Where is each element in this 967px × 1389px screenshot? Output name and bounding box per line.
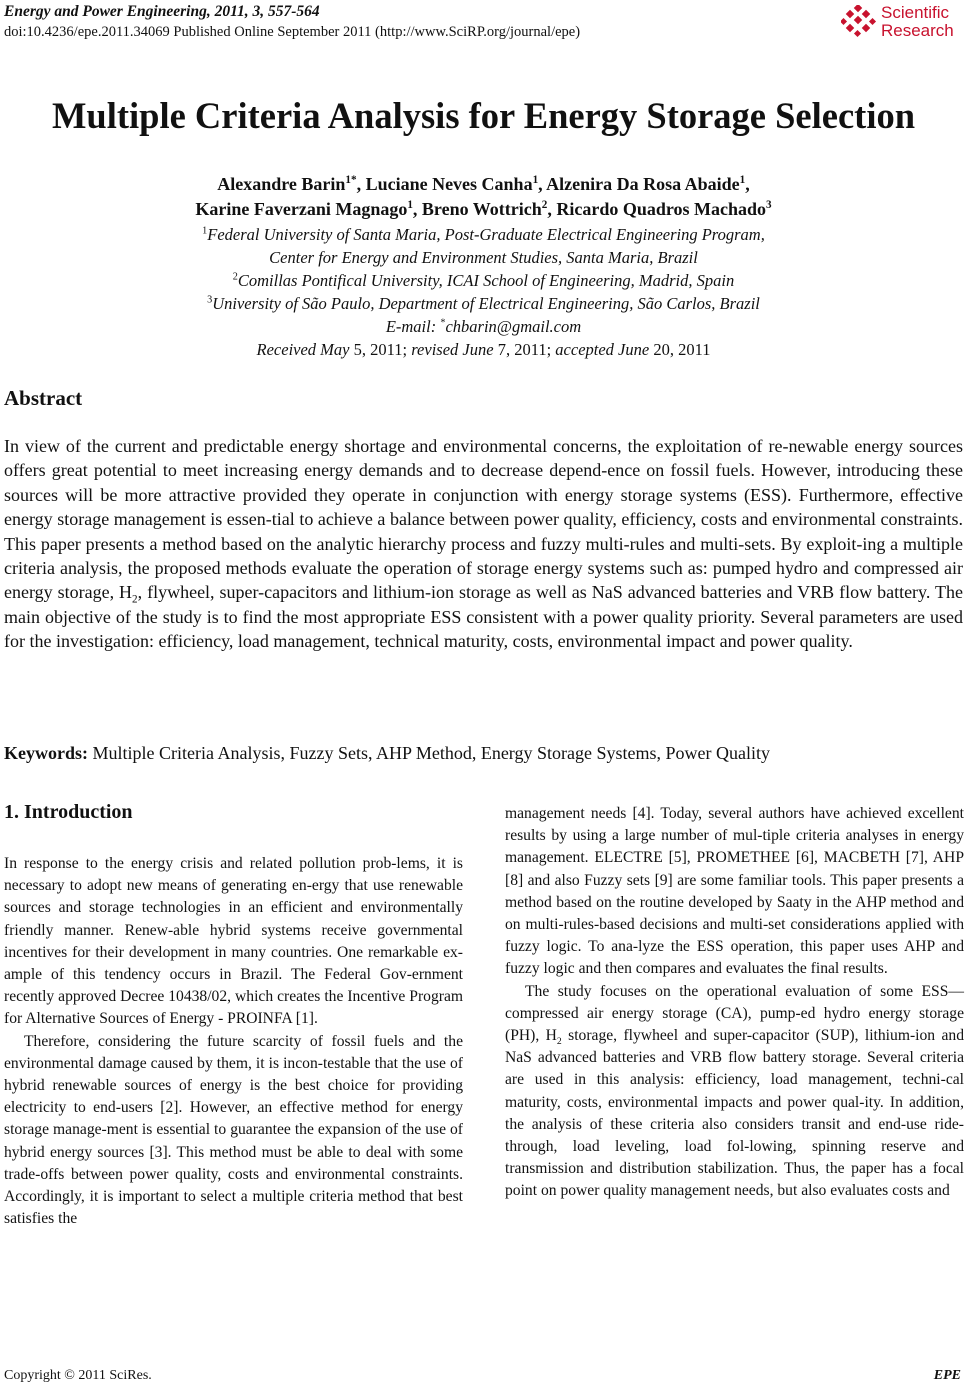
copyright-footer: Copyright © 2011 SciRes.: [4, 1368, 152, 1383]
paragraph-text: storage, flywheel and super-capacitor (SUP), lithium-ion and NaS advanced batteries and VRB flow battery storage. Several criteria are used in this analysis: efficiency, load management, techni-cal maturity, costs, environmental impacts and power qual-ity. In addition, the analysis of these criteria also considers transit and end-use ride-through, load leveling, load fol-lowing, spinning reserve and transmission and distribution stabilization. Thus, the paper has a focal point on power quality management needs, but also evaluates costs and: [505, 1027, 964, 1200]
publisher-logo-icon: [841, 5, 877, 39]
author-affil-sup: 1*: [345, 174, 357, 186]
affiliation-1: [0, 224, 967, 245]
dates-line: [0, 339, 967, 360]
affiliation-sup: 3: [207, 294, 213, 306]
accepted-date: 20, 2011: [653, 340, 711, 359]
author-affil-sup: 1: [532, 174, 539, 186]
author-line-2: [0, 197, 967, 221]
email-address[interactable]: chbarin@gmail.com: [445, 317, 582, 336]
paper-title: Multiple Criteria Analysis for Energy Storage Selection: [51, 95, 916, 136]
author-separator: ,: [538, 174, 547, 194]
author-affil-sup: 3: [766, 199, 772, 211]
journal-citation: , 2011, 3, 557-564: [206, 3, 320, 20]
journal-abbr-footer: EPE: [933, 1368, 961, 1383]
affiliation-sup: 2: [232, 271, 238, 283]
doi-line: doi:10.4236/epe.2011.34069 Published Online September 2011 (http://www.SciRP.org/journal/epe): [4, 24, 581, 40]
keywords: [4, 743, 770, 764]
abstract-text: In view of the current and predictable energy shortage and environmental concerns, the exploitation of re-newable energy sources offers great potential to meet increasing energy demands and to decrease depend-ence on fossil fuels. However, introducing these sources will be more attractive provided they operate in conjunction with energy storage systems (ESS). Furthermore, effective energy storage management is essen-tial to achieve a balance between power quality, efficiency, costs and environmental constraints. This paper presents a method based on the analytic hierarchy process and fuzzy multi-rules and multi-sets. By exploit-ing a multiple criteria analysis, the proposed methods evaluate the operation of storage energy systems such as: pumped hydro and compressed air energy storage, H: [4, 436, 963, 603]
abstract-heading: Abstract: [4, 386, 83, 410]
subscript: 2: [556, 1036, 562, 1048]
revised-date: 7, 2011;: [497, 340, 556, 359]
received-label: Received May: [256, 340, 354, 359]
right-column: [505, 803, 964, 1203]
author-separator: ,: [745, 174, 750, 194]
keywords-label: Keywords:: [4, 743, 88, 763]
email-line: [0, 316, 967, 337]
affiliation-3: [0, 293, 967, 314]
author-name: Alzenira Da Rosa Abaide: [546, 174, 740, 194]
author-separator: ,: [412, 199, 422, 219]
journal-name: Energy and Power Engineering: [4, 3, 207, 20]
author-name: Luciane Neves Canha: [365, 174, 533, 194]
abstract-text: , flywheel, super-capacitors and lithium-ion storage as well as NaS advanced batteries and VRB flow battery. The main objective of the study is to find the most appropriate ESS consistent with a power quality priority. Several parameters are used for the investigation: efficiency, load management, technical maturity, costs, environmental impact and power quality.: [4, 582, 964, 652]
email-sup: *: [440, 317, 446, 329]
accepted-label: accepted June: [555, 340, 654, 359]
publisher-logo: [841, 2, 963, 42]
affiliation-text: University of São Paulo, Department of Electrical Engineering, São Carlos, Brazil: [212, 294, 760, 313]
author-separator: ,: [547, 199, 557, 219]
subscript: 2: [132, 594, 138, 607]
paragraph: In response to the energy crisis and related pollution prob-lems, it is necessary to adopt new means of generating en-ergy that use renewable sources and storage technologies in an efficient and environmentally friendly manner. Renew-able hybrid systems receive governmental incentives for their development in many countries. One remarkable ex-ample of this tendency occurs in Brazil. The Federal Gov-ernment recently approved Decree 10438/02, which creates the Incentive Program for Alternative Sources of Energy - PROINFA [1].: [4, 855, 463, 1028]
author-name: Breno Wottrich: [421, 199, 542, 219]
section-heading-introduction: 1. Introduction: [4, 801, 133, 823]
email-label: E-mail:: [385, 317, 441, 336]
logo-text-research: Research: [881, 21, 954, 40]
abstract-body: [4, 434, 963, 654]
author-line-1: [0, 172, 967, 196]
author-name: Ricardo Quadros Machado: [556, 199, 767, 219]
paragraph: Therefore, considering the future scarcity of fossil fuels and the environmental damage caused by them, it is incon-testable that the use of hybrid renewable sources of energy is the best choice for providing electricity to end-users [2]. However, an effective method for energy storage manage-ment is essential to guarantee the expansion of the use of hybrid energy sources [3]. This method must be able to deal with some trade-offs between power quality, costs and environmental constraints. Accordingly, it is important to select a multiple criteria method that best satisfies the: [4, 1032, 463, 1228]
journal-header: [4, 2, 580, 42]
author-name: Alexandre Barin: [217, 174, 346, 194]
affiliation-sup: 1: [202, 225, 208, 237]
received-date: 5, 2011;: [353, 340, 412, 359]
left-column: [4, 853, 463, 1230]
author-affil-sup: 2: [541, 199, 548, 211]
affiliation-text: Federal University of Santa Maria, Post-Graduate Electrical Engineering Program,: [207, 225, 765, 244]
affiliation-1b: Center for Energy and Environment Studies, Santa Maria, Brazil: [269, 248, 698, 267]
revised-label: revised June: [411, 340, 498, 359]
paragraph-text: The study focuses on the operational evaluation of some ESS—compressed air energy storage (CA), pump-ed hydro energy storage (PH), H: [505, 982, 964, 1045]
affiliation-2: [0, 270, 967, 291]
keywords-text: Multiple Criteria Analysis, Fuzzy Sets, AHP Method, Energy Storage Systems, Power Quality: [88, 743, 770, 763]
paragraph: [505, 981, 964, 1203]
logo-text-scientific: Scientific: [881, 3, 950, 22]
paragraph: management needs [4]. Today, several authors have achieved excellent results by using a large number of mul-tiple criteria analyses in energy management. ELECTRE [5], PROMETHEE [6], MACBETH [7], AHP [8] and also Fuzzy sets [9] are some familiar tools. This paper presents a method based on the routine developed by Saaty in the AHP method and on multi-rules-based decisions and multi-set considerations applied with fuzzy logic. To ana-lyze the ESS operation, this paper uses AHP and fuzzy logic and then compares and evaluates the final results.: [505, 805, 964, 978]
author-affil-sup: 1: [407, 199, 413, 211]
author-name: Karine Faverzani Magnago: [195, 199, 408, 219]
author-separator: ,: [356, 174, 366, 194]
affiliation-text: Comillas Pontifical University, ICAI School of Engineering, Madrid, Spain: [237, 271, 735, 290]
author-affil-sup: 1: [739, 174, 746, 186]
